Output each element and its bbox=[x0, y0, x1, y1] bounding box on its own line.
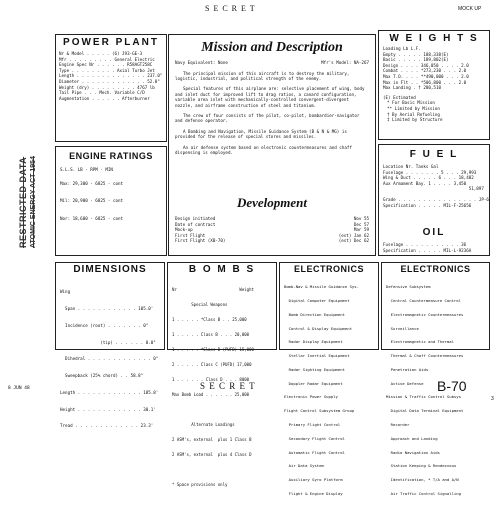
dimension-line: Dihedral . . . . . . . . . . . . . 0° bbox=[60, 356, 159, 362]
stamp-line: ATOMIC ENERGY ACT 1954 bbox=[30, 156, 37, 248]
mfr-model: Mfr's Model: NA-267 bbox=[321, 60, 369, 65]
electronics-item: Automatic Flight Control bbox=[284, 449, 345, 455]
oil-table bbox=[383, 242, 486, 253]
electronics-item: Flight & Engine Display bbox=[284, 490, 343, 496]
dev-value: Dec 57 bbox=[353, 221, 369, 227]
electronics-item: Bomb Direction Equipment bbox=[284, 311, 345, 317]
electronics-item: Defensive Subsystem bbox=[386, 284, 431, 290]
electronics-item: Active Defense bbox=[386, 380, 424, 386]
electronics-item: Radar Display Equipment bbox=[284, 339, 343, 345]
mission-paragraph: A Bombing and Navigation, Missile Guidance System (B & N & MG) is provided for the release of special stores and missiles. bbox=[175, 128, 347, 140]
bombs-line: 2 . . . . . Class C (PUFD) 17,000 bbox=[172, 362, 252, 367]
electronics-list-left bbox=[280, 274, 378, 506]
electronics-item: Air Traffic Control Signalling bbox=[386, 490, 461, 496]
dev-value: (est) Jan 62 bbox=[338, 232, 369, 238]
mission-panel bbox=[168, 34, 376, 256]
engine-ratings-panel bbox=[55, 146, 167, 256]
fuel-header: Location Nr. Tanks Gal bbox=[383, 164, 439, 169]
bombs-line: 2 ASM's, external plus 1 Class B bbox=[172, 437, 252, 442]
weights-note: ** Limited by Mission bbox=[387, 105, 440, 111]
dimension-line: Length . . . . . . . . . . . . . 185.8' bbox=[60, 389, 159, 395]
oil-row: Fuselage . . . . . . . . . . . 36 bbox=[383, 242, 467, 247]
spec-line: Augmentation . . . . . . Afterburner bbox=[59, 95, 150, 101]
dev-label: First Flight bbox=[175, 232, 206, 238]
electronics-item: Bomb-Nav & Missile Guidance Sys. bbox=[284, 284, 359, 290]
fuel-spec: Specification . . . . . MIL-F-25656 bbox=[383, 202, 472, 208]
dev-value: Mar 59 bbox=[353, 227, 369, 233]
electronics-item: Stellar Inertial Equipment bbox=[284, 353, 350, 359]
bombs-line: * Space provisions only bbox=[172, 482, 228, 487]
bombs-line: 1 . . . . . *Class B . . 25,000 bbox=[172, 317, 247, 322]
electronics-item: Penetration Aids bbox=[386, 366, 429, 372]
development-row bbox=[175, 238, 369, 244]
electronics-item: Surveillance bbox=[386, 325, 419, 331]
electronics-item: Electromagnetic and Thermal bbox=[386, 339, 454, 345]
fuel-row: Aux Armament Bay. 1 . . . . 3,450 bbox=[383, 180, 467, 186]
weights-panel bbox=[378, 30, 490, 140]
mission-paragraph: The principal mission of this aircraft is to destroy the military, logistic, industrial, and political strength of the enemy. bbox=[175, 70, 350, 81]
spec-line: Nr & Model . . . . . (6) J93-GE-3 bbox=[59, 51, 143, 56]
fuel-title: F U E L bbox=[409, 149, 459, 160]
electronics-item: Digital Data Terminal Equipment bbox=[386, 408, 464, 414]
weights-note: ‡ Limited by Structure bbox=[387, 117, 443, 123]
development-title: Development bbox=[236, 195, 308, 210]
designation-row bbox=[169, 56, 375, 66]
dev-value: Nov 55 bbox=[353, 216, 369, 221]
footer-mark: 3 bbox=[491, 396, 494, 402]
electronics-item: Thermal & Chaff Countermeasures bbox=[386, 353, 464, 359]
bombs-line: 2 ASM's, external plus 4 Class D bbox=[172, 452, 252, 457]
mission-paragraph: The crew of four consists of the pilot, co-pilot, bombardier-navigator and defense operator. bbox=[175, 113, 360, 124]
electronics-panel-left bbox=[279, 262, 379, 496]
dimensions-title: DIMENSIONS bbox=[73, 264, 147, 275]
dimension-line: Tread . . . . . . . . . . . . . 23.3' bbox=[60, 423, 154, 429]
electronics-item: Flight Control Subsystem Group bbox=[284, 408, 355, 414]
spec-line: Type . . . . . . . . . Axial Turbo Jet bbox=[59, 67, 155, 73]
electronics-item: Secondary Flight Control bbox=[284, 435, 345, 441]
dev-label: Mock-up bbox=[175, 227, 193, 233]
electronics-item: Radio Navigation Aids bbox=[386, 449, 440, 455]
dev-label: Date of contract bbox=[175, 221, 216, 227]
ratings-row: Nor: 18,600 - 6825 - cont bbox=[60, 215, 124, 221]
weights-note: * For Basic Mission bbox=[387, 100, 435, 106]
bombs-line: 1 . . . . . Class B . . . 20,000 bbox=[172, 332, 250, 337]
weights-table bbox=[379, 44, 489, 123]
page-designation: B-70 bbox=[437, 378, 467, 394]
electronics-item: Approach and Landing bbox=[386, 435, 438, 441]
dev-label: Design initiated bbox=[175, 216, 216, 221]
electronics-item: Auxiliary Gyro Platform bbox=[284, 477, 343, 483]
fuel-total: 51,897 bbox=[383, 186, 484, 192]
dimension-line: Wing bbox=[60, 289, 71, 295]
electronics-item: Mission & Traffic Control Subsys bbox=[386, 394, 461, 400]
weights-row: Combat . . . . *273,230 . . . 2.0 bbox=[383, 68, 467, 74]
electronics-item: Doppler Radar Equipment bbox=[284, 380, 343, 386]
electronics-item: Control & Display Equipment bbox=[284, 325, 352, 331]
electronics-item: Station Keeping & Rendezvous bbox=[386, 463, 457, 469]
fuel-table bbox=[379, 160, 489, 208]
electronics-item: Electromagnetic Countermeasures bbox=[386, 311, 464, 317]
fuel-panel bbox=[378, 144, 490, 256]
bombs-line: 1 . . . . . *Class B (PUFD) 15,000 bbox=[172, 347, 254, 352]
bombs-line: Max Bomb Load . . . . . . 25,000 bbox=[172, 392, 250, 397]
electronics-list-right bbox=[382, 274, 489, 506]
oil-title: OIL bbox=[422, 227, 446, 238]
power-plant-panel bbox=[55, 34, 167, 142]
bombs-title: B O M B S bbox=[188, 264, 256, 275]
electronics-title-right: ELECTRONICS bbox=[400, 264, 471, 274]
electronics-item: Central Countermeasure Control bbox=[386, 297, 461, 303]
dimension-line: Height . . . . . . . . . . . . . 30.1' bbox=[60, 406, 156, 412]
spec-line: Diameter . . . . . . . . . . . . . 52.8" bbox=[59, 78, 160, 84]
mission-title: Mission and Description bbox=[201, 40, 343, 55]
development-table bbox=[175, 216, 369, 244]
weights-title: W E I G H T S bbox=[389, 33, 479, 44]
dimension-line: Span . . . . . . . . . . . . 105.0' bbox=[60, 305, 154, 311]
engine-ratings-title: ENGINE RATINGS bbox=[69, 151, 153, 161]
classification-header: S E C R E T bbox=[205, 4, 256, 13]
mission-paragraph: An air defense system based on electronic countermeasures and chaff dispensing is employed. bbox=[175, 144, 352, 156]
dimensions-panel bbox=[55, 262, 165, 429]
electronics-item: Radar Sighting Equipment bbox=[284, 366, 345, 372]
dimension-line: Sweepback (25% chord) . . 58.8° bbox=[60, 373, 144, 379]
restricted-data-stamp bbox=[18, 156, 37, 248]
engine-ratings-table bbox=[56, 161, 166, 221]
dimension-line: Incidence (root) . . . . . . . 0° bbox=[60, 322, 149, 328]
dev-value: (est) Dec 62 bbox=[338, 238, 369, 244]
dimensions-table bbox=[56, 275, 164, 440]
classification-footer: S E C R E T bbox=[200, 381, 256, 391]
electronics-item: Electronic Power Supply bbox=[284, 394, 338, 400]
electronics-item: Air Data System bbox=[284, 463, 324, 469]
electronics-item: Identification, * T/A and A/N bbox=[386, 477, 459, 483]
bombs-line: Nr Weight bbox=[172, 287, 254, 292]
fuel-grade: Grade . . . . . . . . . . . . . . . . JP-6 bbox=[383, 196, 489, 202]
spec-line: Engine Spec Nr . . . . . . R58AGT258C bbox=[59, 62, 153, 68]
electronics-item: Primary Flight Control bbox=[284, 422, 341, 427]
bombs-line bbox=[172, 467, 273, 472]
mockup-label: MOCK UP bbox=[458, 6, 482, 12]
weights-note: (E) Estimated bbox=[383, 94, 416, 100]
mission-description bbox=[169, 66, 375, 156]
stamp-line: RESTRICTED DATA bbox=[18, 156, 28, 248]
bombs-line: 1 . . . . . . Class D . . . 8000 bbox=[172, 377, 250, 382]
weights-note: † By Aerial Refueling bbox=[387, 111, 440, 117]
fuel-row: Fuselage . . . . . . . 5 . . . 29,993 bbox=[383, 169, 477, 175]
weights-row: Empty . . . . . 188,338(E) bbox=[383, 51, 449, 57]
bombs-line: Alternate Loadings bbox=[172, 422, 235, 427]
weights-row: Design . . . . 346,050 . . . . 2.0 bbox=[383, 62, 469, 68]
ratings-row: Mil: 20,900 - 6825 - cont bbox=[60, 198, 124, 204]
power-plant-specs bbox=[56, 48, 166, 101]
power-plant-title: POWER PLANT bbox=[63, 37, 159, 48]
weights-row: Max in Flt . . *506,800 . . . 2.0 bbox=[383, 79, 467, 85]
footer-date: 8 JUN 48 bbox=[8, 386, 30, 391]
bombs-line bbox=[172, 407, 273, 412]
spec-line: Weight (dry) . . . . . . . . . 4767 lb bbox=[59, 84, 155, 90]
weights-row: Max T.O. . . . **490,000 . . . 2.0 bbox=[383, 73, 469, 79]
dev-label: First Flight (XB-70) bbox=[175, 238, 226, 244]
mission-paragraph: Special features of this airplane are: selective placement of wing, body and inlet duct for improved lift to drag ratios, a canard configuration, variable area inlet with mechanically-controlled convergent-divergent nozzle, and airframe construction of steel and titanium. bbox=[175, 86, 365, 108]
spec-line: Mfr . . . . . . . . . General Electric bbox=[59, 56, 155, 62]
electronics-item: Digital Computer Equipment bbox=[284, 297, 350, 303]
electronics-item: Recorder bbox=[386, 422, 410, 427]
ratings-row: Max: 29,300 - 6825 - cont bbox=[60, 180, 124, 186]
spec-line: Length . . . . . . . . . . . . . . 237.0" bbox=[59, 73, 163, 79]
fuel-row: Wing & Duct . . . . . 6 . . . 18,482 bbox=[383, 175, 474, 181]
weights-row: Max Landing . † 280,510 bbox=[383, 85, 441, 91]
bombs-line: Special Weapons bbox=[172, 302, 228, 307]
weights-header: Loading Lb L.F. bbox=[383, 46, 421, 51]
electronics-title-left: ELECTRONICS bbox=[293, 264, 364, 274]
spec-line: Tail Pipe . . . Mech. Variable C/D bbox=[59, 90, 145, 96]
weights-row: Basic . . . . . 189,802(E) bbox=[383, 57, 449, 63]
ratings-header: S.L.S. LB - RPM - MIN bbox=[60, 167, 113, 172]
dimension-line: (tip) . . . . . . 0.0° bbox=[60, 339, 156, 345]
navy-equivalent: Navy Equivalent: None bbox=[175, 60, 228, 65]
oil-row: Specification . . . . . MIL-L-9236A bbox=[383, 247, 472, 253]
